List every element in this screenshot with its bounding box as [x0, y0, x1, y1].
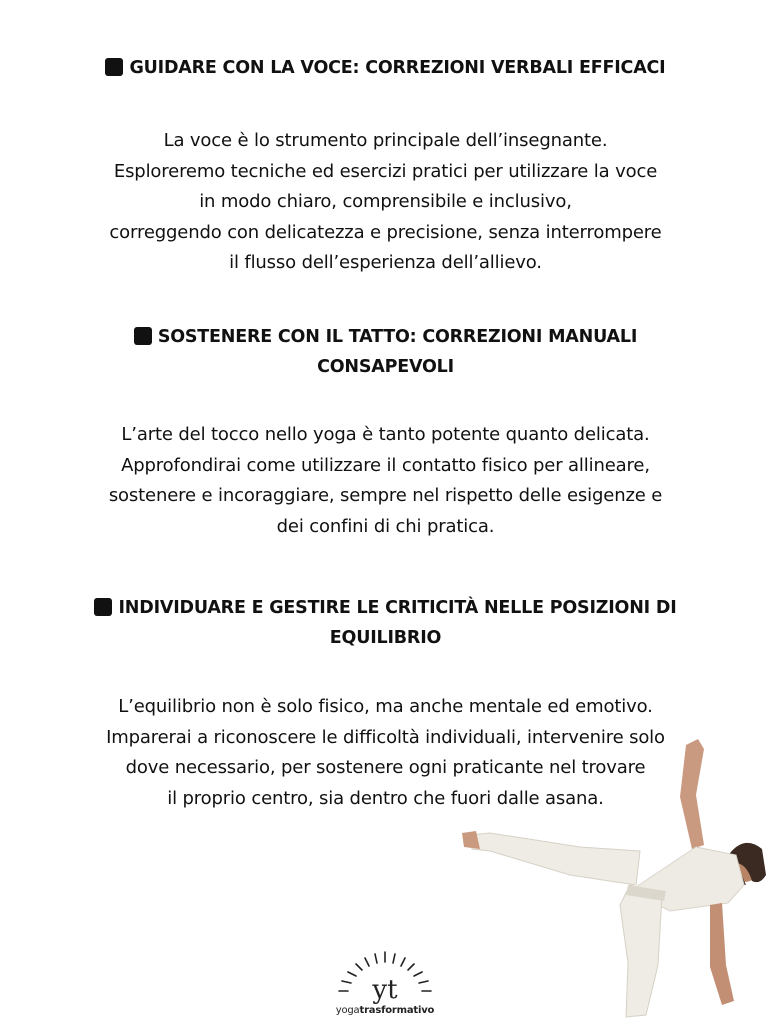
brand-light: yoga	[335, 1005, 360, 1016]
logo-monogram: yt	[372, 975, 398, 1004]
body-line: sostenere e incoraggiare, sempre nel rispetto delle esigenze e	[108, 485, 663, 506]
section-manual-corrections	[0, 322, 771, 542]
body-line: Imparerai a riconoscere le difficoltà individuali, intervenire solo	[106, 726, 665, 748]
section-heading	[0, 593, 771, 653]
body-line: dei confini di chi pratica.	[276, 515, 495, 537]
heading-line: SOSTENERE CON IL TATTO: CORREZIONI MANUALI	[157, 327, 638, 347]
section-verbal-corrections	[0, 53, 771, 279]
section-body	[0, 126, 771, 279]
body-line: L’arte del tocco nello yoga è tanto potente quanto delicata.	[121, 424, 650, 445]
brand-logo	[328, 950, 442, 1024]
body-line: il proprio centro, sia dentro che fuori dalle asana.	[167, 787, 604, 809]
black-square-icon	[134, 327, 152, 345]
brand-name	[328, 1005, 442, 1016]
section-heading	[0, 322, 771, 382]
black-square-icon	[105, 58, 123, 76]
sunburst-logo-icon	[335, 950, 435, 1004]
body-line: Esploreremo tecniche ed esercizi pratici per utilizzare la voce	[113, 160, 658, 182]
heading-line: EQUILIBRIO	[329, 628, 442, 648]
heading-line: INDIVIDUARE E GESTIRE LE CRITICITÀ NELLE POSIZIONI DI	[118, 598, 677, 618]
body-line: il flusso dell’esperienza dell’allievo.	[229, 252, 542, 273]
body-line: Approfondirai come utilizzare il contatto fisico per allineare,	[121, 454, 650, 476]
body-line: dove necessario, per sostenere ogni praticante nel trovare	[125, 757, 646, 778]
black-square-icon	[94, 598, 112, 616]
section-body	[0, 420, 771, 542]
body-line: in modo chiaro, comprensibile e inclusivo,	[199, 191, 572, 212]
body-line: La voce è lo strumento principale dell’insegnante.	[163, 130, 608, 151]
brand-bold: trasformativo	[359, 1005, 435, 1016]
body-line: correggendo con delicatezza e precisione, senza interrompere	[109, 221, 662, 243]
heading-line: CONSAPEVOLI	[317, 357, 454, 377]
section-heading	[0, 53, 771, 83]
heading-line: GUIDARE CON LA VOCE: CORREZIONI VERBALI EFFICACI	[129, 58, 666, 78]
body-line: L’equilibrio non è solo fisico, ma anche mentale ed emotivo.	[118, 696, 653, 717]
yoga-practitioner-image	[460, 735, 771, 1024]
